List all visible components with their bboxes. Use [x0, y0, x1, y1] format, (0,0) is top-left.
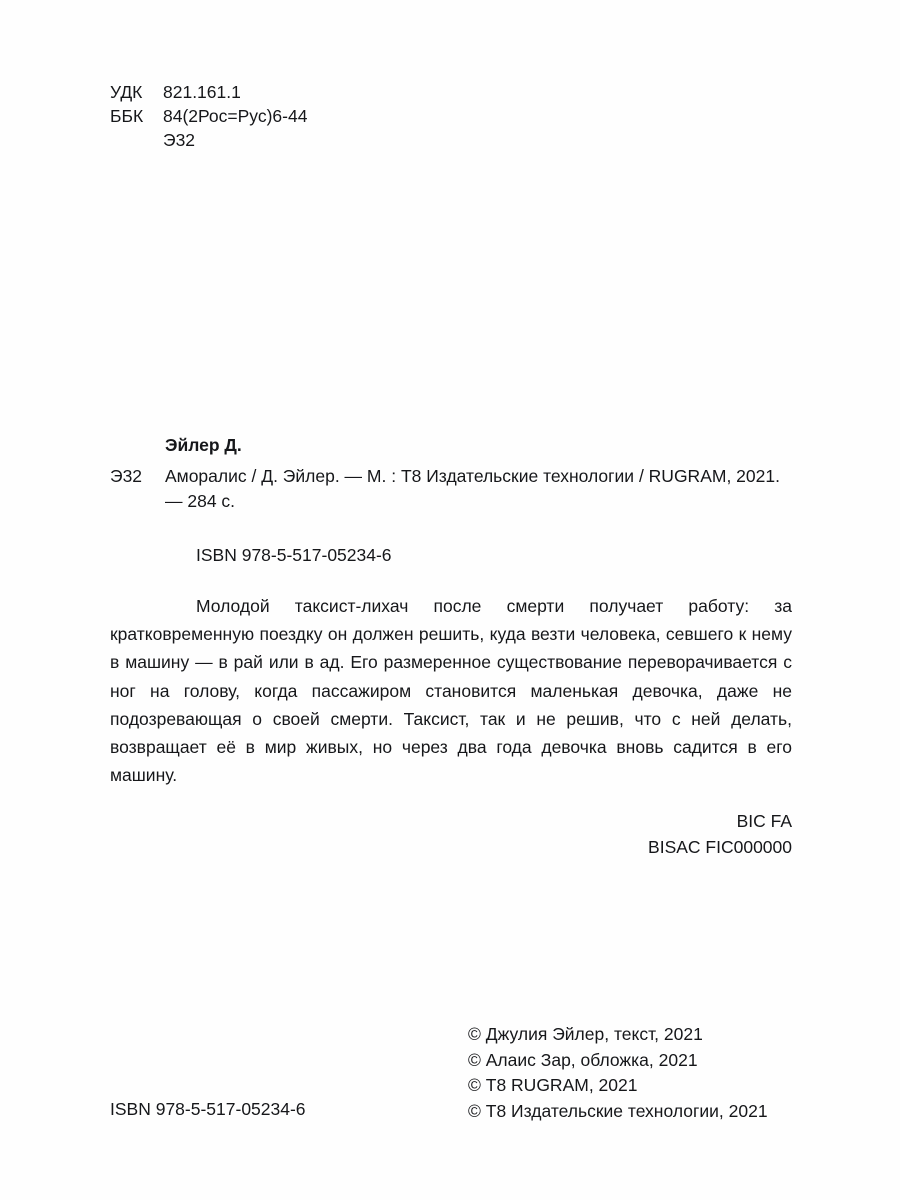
copyright-line-text: © Джулия Эйлер, текст, 2021: [468, 1024, 703, 1044]
description-row: [110, 464, 792, 514]
udk-row: [110, 80, 307, 104]
shelf-code: Э32: [110, 466, 143, 486]
isbn-footer: ISBN 978-5-517-05234-6: [110, 1099, 306, 1119]
classification-block: [110, 80, 307, 152]
bisac-code: BISAC FIC000000: [648, 837, 792, 857]
copyright-line-cover: © Алаис Зар, обложка, 2021: [468, 1049, 698, 1070]
udk-label: УДК: [110, 82, 143, 102]
author-code-value: Э32: [163, 130, 196, 150]
annotation-text: Молодой таксист-лихач после смерти получает работу: за кратковременную поездку он должен решить, куда везти человека, севшего к нему в машину — в рай или в ад. Его размеренное существование переворачивается с ног на голову, когда пассажиром становится маленькая девочка, даже не подозревающая о своей смерти. Таксист, так и не решив, что с ней делать, возвращает её в мир живых, но через два года девочка вновь садится в его машину.: [110, 596, 792, 786]
udk-value: 821.161.1: [163, 82, 241, 102]
copyright-line-publisher: © Т8 Издательские технологии, 2021: [468, 1100, 768, 1121]
bbk-label: ББК: [110, 106, 144, 126]
isbn-main: ISBN 978-5-517-05234-6: [196, 545, 392, 565]
author-code-row: [110, 128, 307, 152]
bbk-value: 84(2Рос=Рус)6-44: [163, 106, 308, 126]
bibliographic-description: [110, 433, 792, 514]
bbk-row: [110, 104, 307, 128]
title-imprint-text: Аморалис / Д. Эйлер. — М. : Т8 Издательские технологии / RUGRAM, 2021. — 284 с.: [165, 466, 780, 511]
author-name: Эйлер Д.: [165, 435, 242, 455]
classifier-codes: [648, 808, 792, 860]
copyright-line-rugram: © Т8 RUGRAM, 2021: [468, 1075, 638, 1095]
bic-code: BIC FA: [736, 811, 792, 831]
copyright-block: [468, 1022, 768, 1124]
